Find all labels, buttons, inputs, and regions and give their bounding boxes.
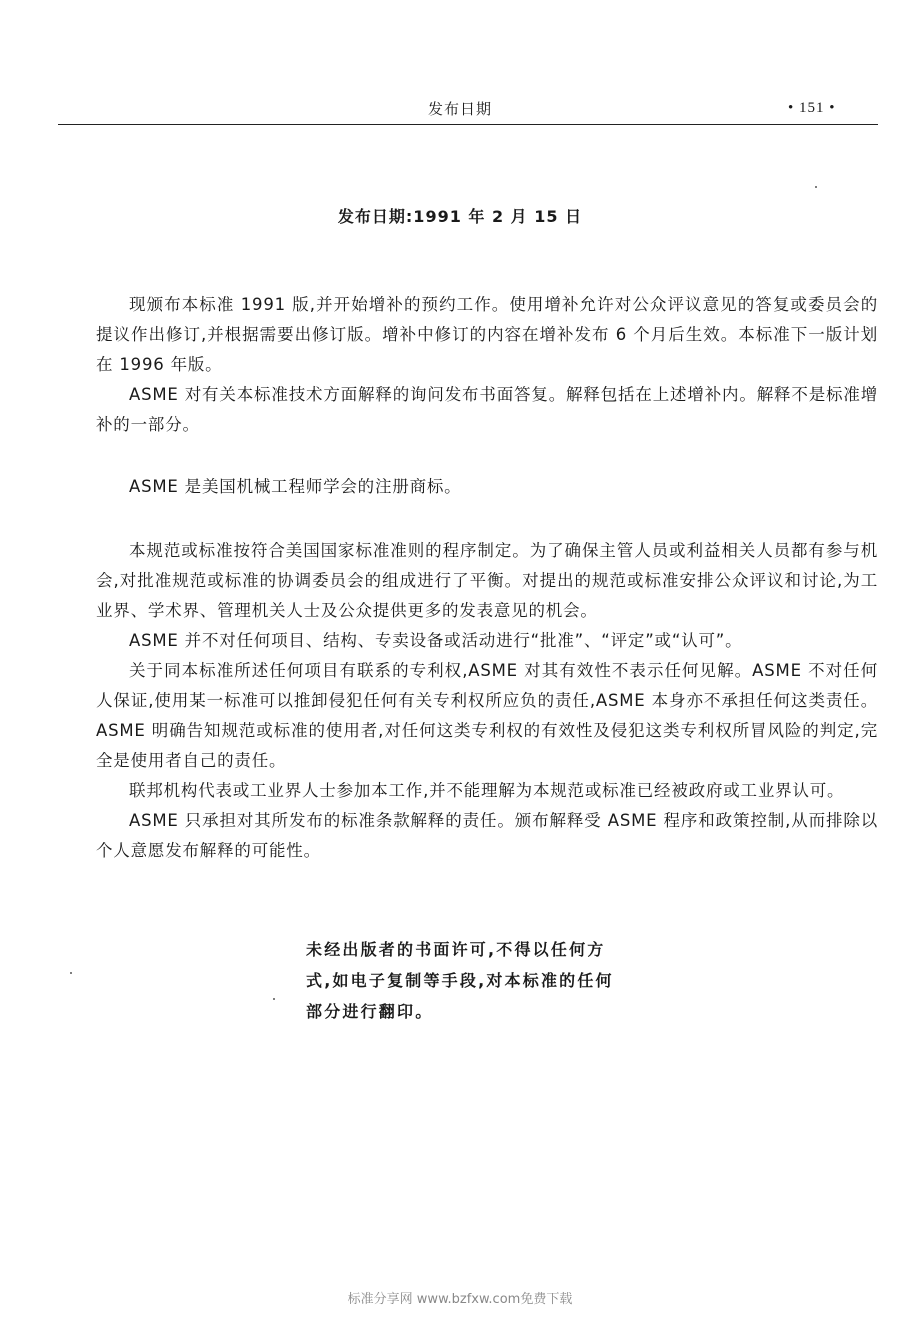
scan-speck	[70, 972, 72, 974]
publication-date-heading: 发布日期:1991 年 2 月 15 日	[337, 207, 583, 226]
header-rule	[58, 124, 878, 125]
running-header-title: 发布日期	[427, 100, 492, 118]
paragraph-interpretation-responsibility: ASME 只承担对其所发布的标准条款解释的责任。颁布解释受 ASME 程序和政策控制,从而排除以个人意愿发布解释的可能性。	[96, 811, 878, 860]
paragraph-no-approval: ASME 并不对任何项目、结构、专卖设备或活动进行“批准”、“评定”或“认可”。	[129, 631, 743, 650]
paragraph-edition: 现颁布本标准 1991 版,并开始增补的预约工作。使用增补允许对公众评议意见的答复或委员会的提议作出修订,并根据需要出修订版。增补中修订的内容在增补发布 6 个月后生效。本标准下一版计划在 1996 年版。	[96, 295, 878, 374]
policy-section	[96, 536, 878, 866]
paragraph-patent-rights: 关于同本标准所述任何项目有联系的专利权,ASME 对其有效性不表示任何见解。ASME 不对任何人保证,使用某一标准可以推卸侵犯任何有关专利权所应负的责任,ASME 本身亦不承担任何这类责任。ASME 明确告知规范或标准的使用者,对任何这类专利权的有效性及侵犯这类专利权所冒风险的判定,完全是使用者自己的责任。	[96, 661, 878, 770]
scan-speck	[273, 998, 275, 1000]
copyright-notice: 未经出版者的书面许可,不得以任何方式,如电子复制等手段,对本标准的任何部分进行翻印。	[306, 940, 614, 1021]
paragraph-procedure: 本规范或标准按符合美国国家标准准则的程序制定。为了确保主管人员或利益相关人员都有参与机会,对批准规范或标准的协调委员会的组成进行了平衡。对提出的规范或标准安排公众评议和讨论,为工业界、学术界、管理机关人士及公众提供更多的发表意见的机会。	[96, 541, 878, 620]
paragraph-interpretations: ASME 对有关本标准技术方面解释的询问发布书面答复。解释包括在上述增补内。解释不是标准增补的一部分。	[96, 385, 878, 434]
scan-speck	[815, 186, 817, 188]
paragraph-trademark: ASME 是美国机械工程师学会的注册商标。	[129, 477, 462, 496]
edition-notice-section	[96, 290, 878, 440]
page-number: • 151 •	[788, 100, 836, 116]
paragraph-federal-representatives: 联邦机构代表或工业界人士参加本工作,并不能理解为本规范或标准已经被政府或工业界认可。	[129, 781, 845, 800]
trademark-section	[96, 472, 878, 502]
footer-watermark: 标准分享网 www.bzfxw.com免费下载	[347, 1292, 573, 1307]
